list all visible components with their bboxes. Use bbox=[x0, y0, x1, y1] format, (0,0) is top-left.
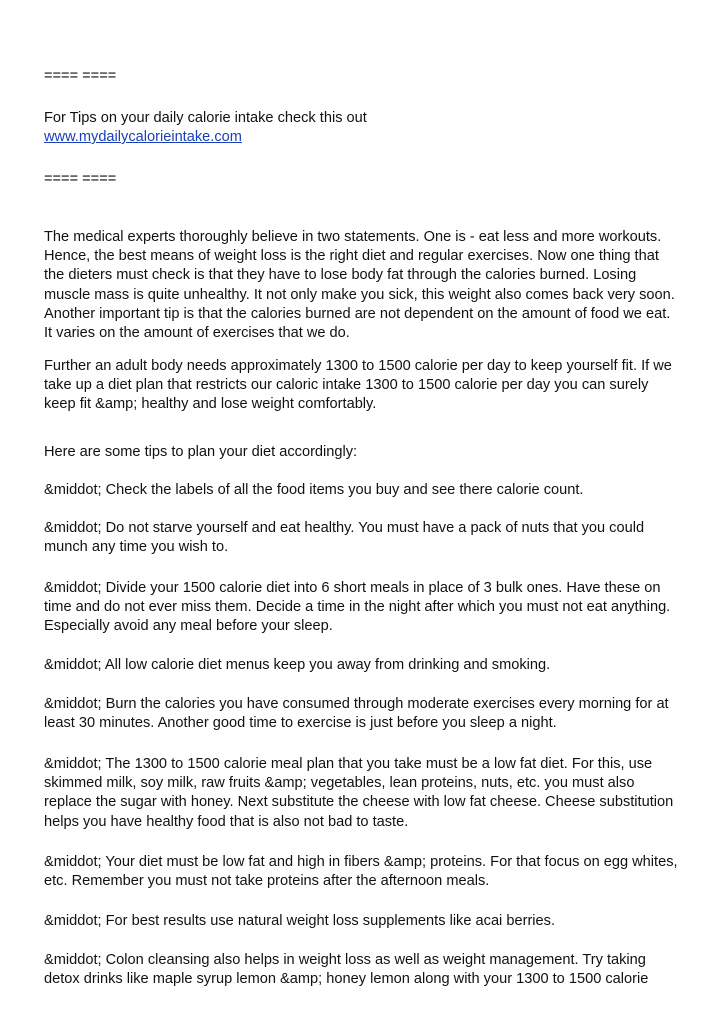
tip-supplements: &middot; For best results use natural weight loss supplements like acai berries. bbox=[44, 913, 556, 929]
separator-bottom: ==== ==== bbox=[44, 171, 117, 187]
paragraph-intro: The medical experts thoroughly believe in two statements. One is - eat less and more workouts. Hence, the best means of weight loss is the right diet and regular exercises. Now one thing that the dieters must check is that they have to lose body fat through the calories burned. Losing muscle mass is quite unhealthy. It not only make you sick, this weight also comes back very soon. Another important tip is that the calories burned are not dependent on the amount of food we eat. It varies on the amount of exercises that we do. bbox=[44, 229, 675, 342]
tip-colon-cleansing: &middot; Colon cleansing also helps in weight loss as well as weight management. Try taking detox drinks like maple syrup lemon &amp; honey lemon along with your 1300 to 1500 calorie bbox=[44, 952, 649, 988]
paragraph-calorie-needs: Further an adult body needs approximately 1300 to 1500 calorie per day to keep yourself fit. If we take up a diet plan that restricts our caloric intake 1300 to 1500 calorie per day you can surely keep fit &amp; healthy and lose weight comfortably. bbox=[44, 358, 672, 413]
tip-burn-calories: &middot; Burn the calories you have consumed through moderate exercises every morning for at least 30 minutes. Another good time to exercise is just before you sleep a night. bbox=[44, 696, 669, 732]
tip-short-meals: &middot; Divide your 1500 calorie diet into 6 short meals in place of 3 bulk ones. Have these on time and do not ever miss them. Decide a time in the night after which you must not eat anything. Especially avoid any meal before your sleep. bbox=[44, 580, 671, 635]
calorie-intake-link[interactable]: www.mydailycalorieintake.com bbox=[44, 129, 242, 145]
tip-do-not-starve: &middot; Do not starve yourself and eat healthy. You must have a pack of nuts that you could munch any time you wish to. bbox=[44, 520, 645, 556]
paragraph-tips-heading: Here are some tips to plan your diet accordingly: bbox=[44, 444, 358, 460]
separator-top: ==== ==== bbox=[44, 68, 117, 84]
tip-low-calorie-menus: &middot; All low calorie diet menus keep you away from drinking and smoking. bbox=[44, 657, 551, 673]
tips-line: For Tips on your daily calorie intake check this out bbox=[44, 110, 367, 126]
tip-low-fat-plan: &middot; The 1300 to 1500 calorie meal plan that you take must be a low fat diet. For this, use skimmed milk, soy milk, raw fruits &amp; vegetables, lean proteins, nuts, etc. you must also replace the sugar with honey. Next substitute the cheese with low fat cheese. Cheese substitution helps you have healthy food that is also not bad to taste. bbox=[44, 756, 674, 830]
tip-check-labels: &middot; Check the labels of all the food items you buy and see there calorie count. bbox=[44, 482, 584, 498]
tip-fibers-proteins: &middot; Your diet must be low fat and high in fibers &amp; proteins. For that focus on egg whites, etc. Remember you must not take proteins after the afternoon meals. bbox=[44, 854, 678, 890]
